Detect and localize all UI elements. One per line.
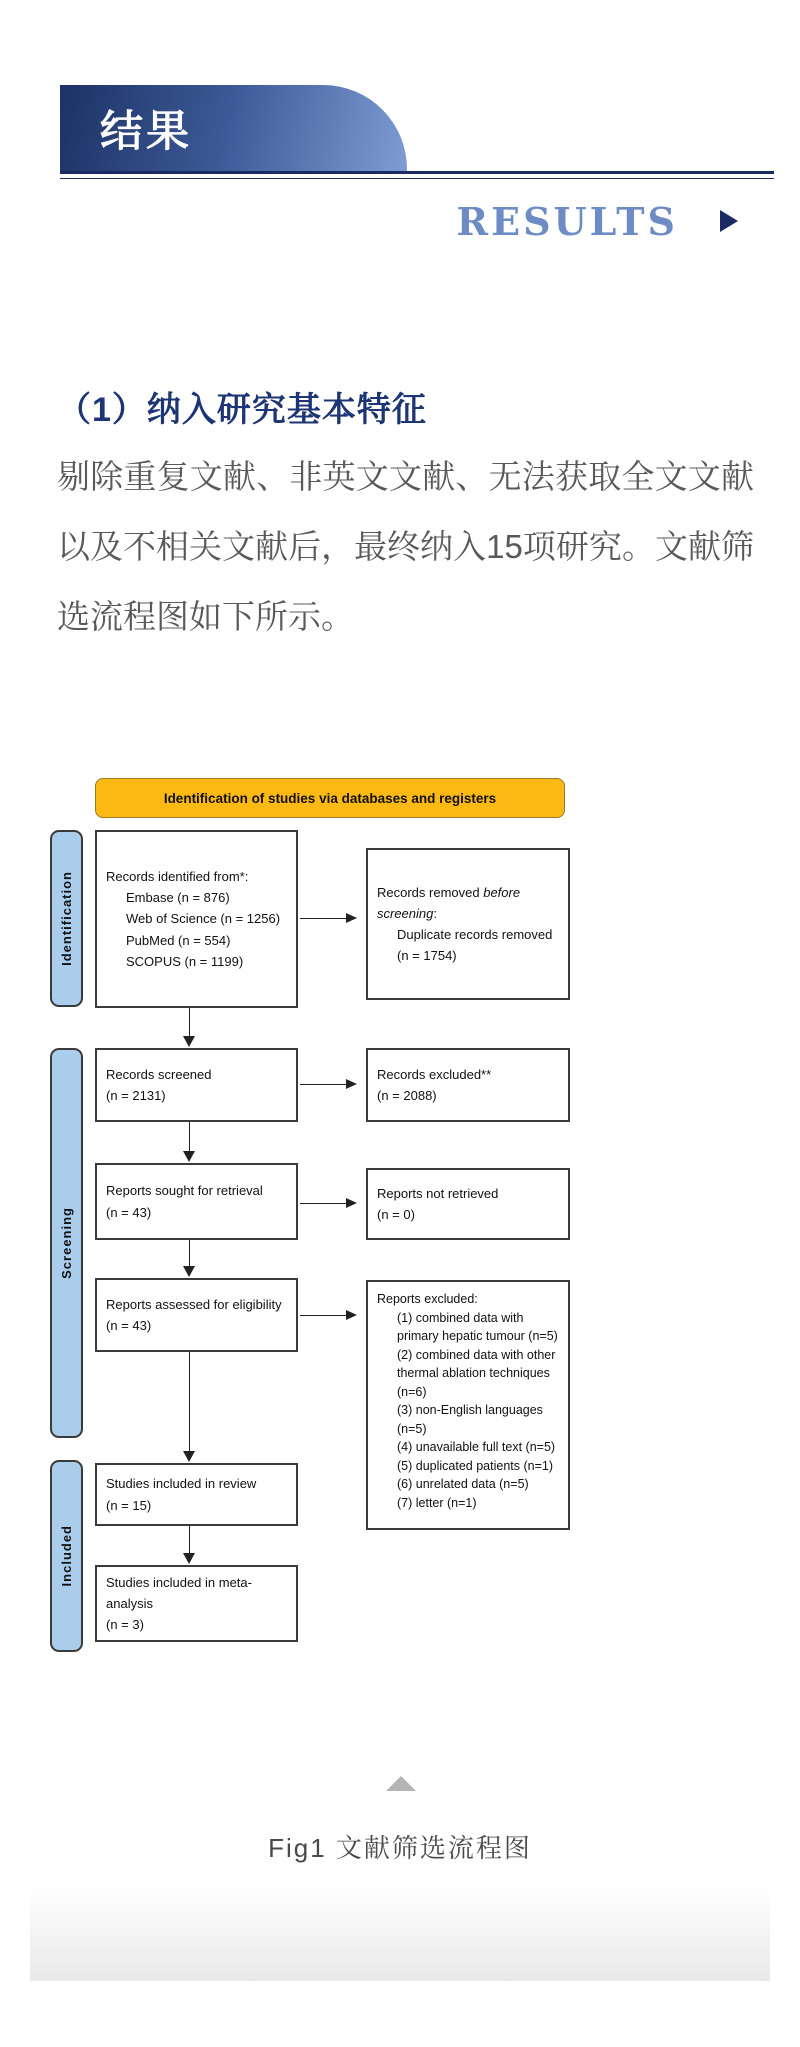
box-line: Web of Science (n = 1256): [126, 911, 281, 927]
results-heading: RESULTS: [456, 198, 678, 244]
box-line: (n = 15): [106, 1497, 152, 1513]
subsection-heading: （1）纳入研究基本特征: [57, 391, 427, 429]
figure-caption: Fig1 文献筛选流程图: [268, 1833, 532, 1863]
box-records-screened: [95, 1048, 298, 1122]
box-line: (6) unrelated data (n=5): [397, 1477, 529, 1491]
box-line: Reports excluded:: [377, 1292, 478, 1306]
text-part: :: [433, 905, 437, 921]
results-heading-row: [0, 198, 738, 244]
arrowhead: [183, 1151, 195, 1162]
box-line: [377, 882, 559, 924]
stage-included: [50, 1460, 83, 1652]
box-records-removed: [366, 848, 570, 1000]
box-line: (2) combined data with other thermal ablation techniques (n=6): [397, 1347, 556, 1399]
box-line: Studies included in meta-: [106, 1574, 252, 1590]
arrowhead: [183, 1451, 195, 1462]
box-reports-not-retrieved: [366, 1168, 570, 1240]
box-line: (n = 43): [106, 1318, 152, 1333]
card-bottom-fade: [30, 1886, 770, 1981]
arrowhead: [183, 1266, 195, 1277]
box-reports-excluded: [366, 1280, 570, 1530]
flow-arrow-down: [189, 1526, 190, 1562]
box-line: Embase (n = 876): [126, 890, 230, 906]
box-line: Studies included in review: [106, 1476, 257, 1492]
arrowhead: [183, 1036, 195, 1047]
arrowhead: [183, 1553, 195, 1564]
arrowhead: [346, 1198, 357, 1208]
box-line: (n = 2088): [377, 1088, 437, 1103]
stage-identification: [50, 830, 83, 1007]
box-studies-included-review: [95, 1463, 298, 1526]
section-banner: [60, 85, 407, 172]
box-line: PubMed (n = 554): [126, 932, 231, 948]
box-line: analysis: [106, 1595, 153, 1611]
box-line: (7) letter (n=1): [397, 1495, 477, 1510]
box-line: Duplicate records removed: [397, 927, 553, 942]
text-part-italic: before screening: [377, 884, 521, 921]
prisma-flow-diagram: [0, 770, 800, 1670]
flow-arrow-down: [189, 1240, 190, 1275]
flow-arrow-right: [300, 918, 355, 919]
stage-screening-label: Screening: [59, 1207, 74, 1279]
flow-arrow-down: [189, 1008, 190, 1045]
flow-arrow-right: [300, 1315, 355, 1316]
arrowhead: [346, 913, 357, 923]
stage-identification-label: Identification: [59, 871, 74, 966]
diagram-title-bar: Identification of studies via databases and registers: [95, 778, 565, 818]
flow-arrow-down: [189, 1122, 190, 1160]
box-line: (n = 43): [106, 1204, 152, 1220]
flow-arrow-down: [189, 1352, 190, 1460]
box-reports-assessed: [95, 1278, 298, 1352]
arrowhead: [346, 1310, 357, 1320]
box-line: (n = 0): [377, 1207, 415, 1222]
box-records-excluded: [366, 1048, 570, 1122]
box-line: (n = 2131): [106, 1088, 166, 1103]
play-triangle-icon: [720, 210, 738, 232]
box-line: Reports not retrieved: [377, 1185, 499, 1201]
text-part: Records removed: [377, 884, 484, 900]
body-paragraph: 剔除重复文献、非英文文献、无法获取全文文献以及不相关文献后，最终纳入15项研究。文献筛选流程图如下所示。: [57, 458, 754, 635]
box-line: Records screened: [106, 1066, 212, 1082]
box-line: (4) unavailable full text (n=5): [397, 1440, 556, 1454]
box-line: Reports assessed for eligibility: [106, 1296, 282, 1312]
rule-thick: [60, 171, 774, 174]
box-line: (3) non-English languages (n=5): [397, 1403, 543, 1436]
flow-arrow-right: [300, 1084, 355, 1085]
box-reports-sought: [95, 1163, 298, 1240]
collapse-up-icon[interactable]: [386, 1776, 416, 1791]
box-line: (1) combined data with primary hepatic tumour (n=5): [397, 1310, 558, 1343]
flow-arrow-right: [300, 1203, 355, 1204]
box-line: Records excluded**: [377, 1066, 492, 1082]
box-line: Records identified from*:: [106, 869, 249, 885]
box-studies-included-meta: [95, 1565, 298, 1642]
box-line: (n = 3): [106, 1617, 144, 1633]
rule-thin: [60, 178, 774, 179]
box-line: (5) duplicated patients (n=1): [397, 1458, 553, 1473]
stage-screening: [50, 1048, 83, 1438]
banner-title: 结果: [100, 109, 192, 156]
box-line: SCOPUS (n = 1199): [126, 953, 244, 969]
box-records-identified: [95, 830, 298, 1008]
box-line: Reports sought for retrieval: [106, 1183, 263, 1199]
double-rule: [60, 171, 774, 179]
box-line: (n = 1754): [397, 948, 457, 964]
stage-included-label: Included: [59, 1525, 74, 1587]
arrowhead: [346, 1079, 357, 1089]
